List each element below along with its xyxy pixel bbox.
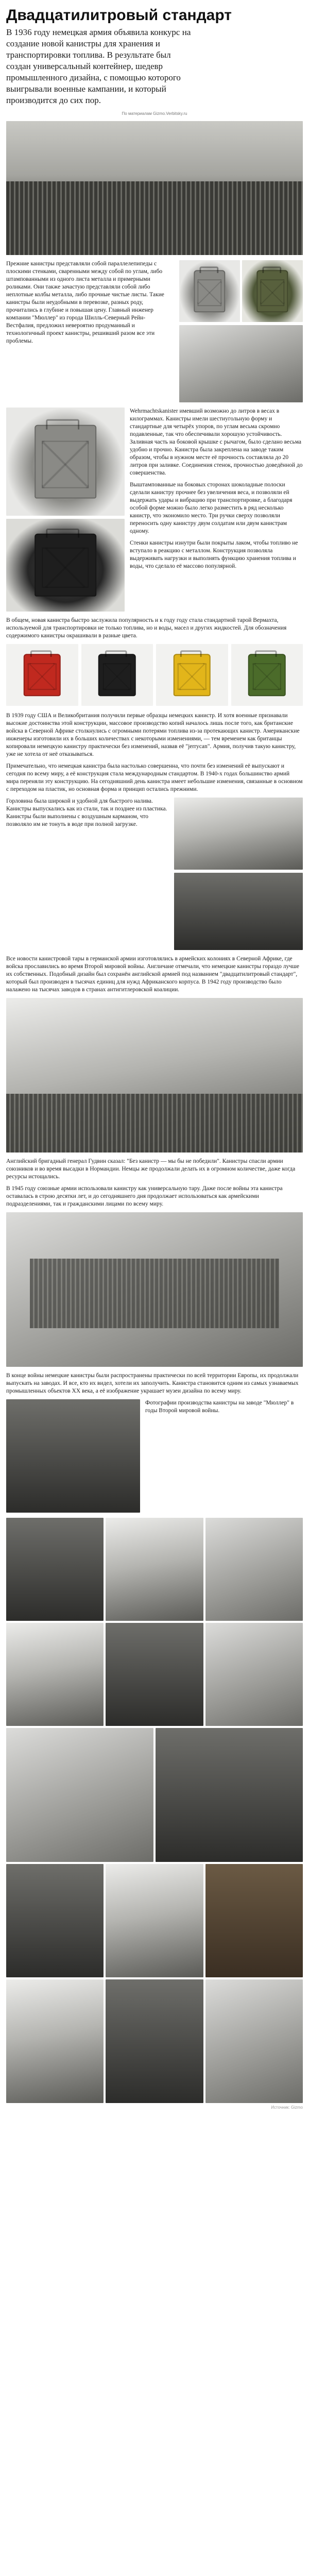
canister-pair-photo: [179, 260, 303, 322]
canister-side-photo: [6, 519, 125, 612]
factory-photo-grid-4: [6, 1864, 303, 1977]
footer-source: Источник: Gizmo: [271, 2105, 303, 2110]
factory-grid-photo: [106, 1979, 203, 2103]
factory-grid-photo: [205, 1518, 303, 1621]
factory-photo-grid-3: [6, 1728, 303, 1862]
factory-grid-photo: [6, 1623, 104, 1726]
factory-photo-grid-1: [6, 1518, 303, 1621]
paragraph-9: Все новости канистровой тары в германской армии изготовлялись в армейских колониях в Северной Африке, где войска прославились во время Второй мировой войны. Англичане отмечали, что немецкие канистры гораздо лучше их собственных. Подобный дизайн был сохранён английской армией под названием "двадцатилитровый стандарт", который был производен в тысячах единиц для нужд Африканского корпуса. В 1942 году производство было налажено на тысячах заводов в странах антигитлеровской коалиции.: [6, 956, 299, 993]
intro-text: [6, 260, 174, 402]
paragraph-7: Примечательно, что немецкая канистра была настолько совершенна, что почти без изменений её выпускают и сегодня по всему миру, а её конструкция стала международным стандартом. В 1940-х годах большинство армий мира переняли эту конструкцию. На сегодняшний день канистра имеет небольшие изменения, связанные в основном с переходом на пластик, но основная форма и принцип остались прежними.: [6, 763, 303, 792]
factory-grid-photo: [6, 1728, 153, 1862]
factory-photo-grid-2: [6, 1623, 303, 1726]
canister-yellow-image: [156, 644, 228, 706]
paragraph-6: В 1939 году США и Великобритания получили первые образцы немецких канистр. И хотя военные признавали высокие достоинства этой конструкции, массовое производство копий началось лишь после того, как британские войска в Северной Африке столкнулись с огромными потерями топлива из-за протекающих канистр. Американские инженеры изготовили их в больших количествах с некоторыми изменениями, — тем временем как британцы копировали немецкую канистру практически без изменений, назвав её "jerrycan". Армия, получив такую канистру, уже не хотела от неё отказываться.: [6, 713, 300, 757]
paragraph-11: В 1945 году союзные армии использовали канистру как универсальную тару. Даже после войны эта канистра оставалась в строю десятки лет, и до сегодняшнего дня продолжает использоваться как армейскими подразделениями, так и гражданскими лицами по всему миру.: [6, 1185, 283, 1207]
factory-grid-photo: [205, 1979, 303, 2103]
desert-canisters-image: [6, 1094, 303, 1153]
desert-troops-photo: [6, 998, 303, 1153]
design-text: [130, 408, 303, 612]
canister-green-image: [242, 260, 303, 322]
paragraph-13: Фотографии производства канистры на заводе "Мюллер" в годы Второй мировой войны.: [145, 1400, 294, 1414]
section-intro: [6, 260, 303, 402]
factory-grid-photo: [6, 1864, 104, 1977]
canister-rows-image: [6, 181, 303, 255]
factory-grid-photo: [6, 1518, 104, 1621]
canister-stack-photo: [174, 873, 303, 950]
section-neck: [6, 798, 303, 950]
paragraph-8: Горловина была широкой и удобной для быстрого налива. Канистры выпускались как из стали, так и позднее из пластика. Канистры были выполнены с воздушным карманом, что позволяло им не тонуть в воде при полной загрузке.: [6, 798, 167, 827]
section-design: [6, 408, 303, 612]
design-photos: [6, 408, 125, 612]
neck-photos: [174, 798, 303, 950]
factory-photo-grid-5: [6, 1979, 303, 2103]
factory-grid-photo: [205, 1864, 303, 1977]
factory-photo: [6, 1212, 303, 1367]
canister-neck-photo: [174, 798, 303, 870]
canister-black-image: [81, 644, 153, 706]
article-lead: В 1936 году немецкая армия объявила конкурс на создание новой канистры для хранения и транспортировки топлива. В результате был создан универсальный контейнер, шедевр промышленного дизайна, с помощью которого выигрывали военные кампании, и который производится до сих пор.: [6, 27, 191, 105]
paragraph-12: В конце войны немецкие канистры были распространены практически по всей территории Европы, их продолжали выпускать на заводах. И все, кто их видел, хотели их заполучить. Канистра становится одним из самых узнаваемых промышленных объектов XX века, а её изображение украшает музеи дизайна по всему миру.: [6, 1372, 299, 1394]
factory-grid-photo: [106, 1864, 203, 1977]
canister-green-image-2: [231, 644, 303, 706]
factory-grid-photo: [156, 1728, 303, 1862]
production-text: [145, 1399, 303, 1513]
paragraph-10: Английский бригадный генерал Гудвин сказал: "Без канистр — мы бы не победили". Канистры спасли армии союзников и во время высадки в Нормандии. Немцы же продолжали делать их в огромном количестве, даже когда ресурсы истощались.: [6, 1158, 296, 1180]
canister-photos: [179, 260, 303, 402]
factory-cans-image: [30, 1259, 279, 1328]
production-photo: [6, 1399, 140, 1513]
paragraph-1: Прежние канистры представляли собой параллелепипеды с плоскими стенками, сваренными между собой по углам, либо штампованными из одного листа металла и примерными роликами. Они также зачастую представляли собой либо неплотные колбы металла, либо прочные чистые листы. Такие канистры были неудобными в перевозке, разных роду, прочитались в глубине и повышая цену. Главный инженер компании "Мюллер" из города Шилль-Северный Рейн-Вестфалия, предложил невероятно продуманный и технологичный проект канистры, решивший разом все эти проблемы.: [6, 261, 164, 344]
factory-grid-photo: [6, 1979, 104, 2103]
factory-grid-photo: [106, 1518, 203, 1621]
factory-grid-photo: [106, 1623, 203, 1726]
colored-canisters-row: [6, 644, 303, 706]
canister-detail-photo: [179, 325, 303, 402]
factory-grid-photo: [205, 1623, 303, 1726]
neck-text: [6, 798, 169, 950]
paragraph-5: В общем, новая канистра быстро заслужила популярность и к году году стала стандартной тарой Вермахта, используемой для транспортировки не только топлива, но и воды, масел и других жидкостей. Для обозначения содержимого канистры окрашивали в разные цвета.: [6, 617, 287, 639]
article-title: Двадцатилитровый стандарт: [6, 7, 232, 24]
hero-photo: [6, 121, 303, 255]
paragraph-3: Выштампованные на боковых сторонах шоколадные полоски сделали канистру прочнее без увеличения веса, и позволяли ей выдержать удары и вибрацию при транспортировке, а благодаря особой форме можно было легко разместить в ряд несколько канистр, что экономило место. Три ручки сверху позволяли переносить одну канистру двум солдатам или двум канистрам одному.: [130, 482, 293, 534]
photo-credit: По материалам Gizmo.Verbitsky.ru: [122, 111, 187, 116]
canister-silver-image: [179, 260, 240, 322]
paragraph-4: Стенки канистры изнутри были покрыты лаком, чтобы топливо не вступало в реакцию с металлом. Конструкция позволяла выдерживать нагрузки и выполнять функцию хранения топлива и воды, что сделало её массово популярной.: [130, 540, 298, 569]
paragraph-2: Wehrmachtskanister имевший возможно до литров в весах в килограммах. Канистры имели шестиугольную форму и стандартные для четырёх упоров, по углам весьма скромно подавленные, так что обеспечивали хорошую устойчивость. Заливная часть на боковой крышке с рычагом, было сделано весьма удобно и прочно. Канистра была закреплена на заводе таким образом, чтобы в нужном месте её прочность составляла до 20 литров при заливке. Соединения стенок, прочностью доведённой до совершенства.: [130, 408, 303, 476]
canister-drawing-photo: [6, 408, 125, 516]
section-production: [6, 1399, 303, 1513]
canister-red-image: [6, 644, 78, 706]
